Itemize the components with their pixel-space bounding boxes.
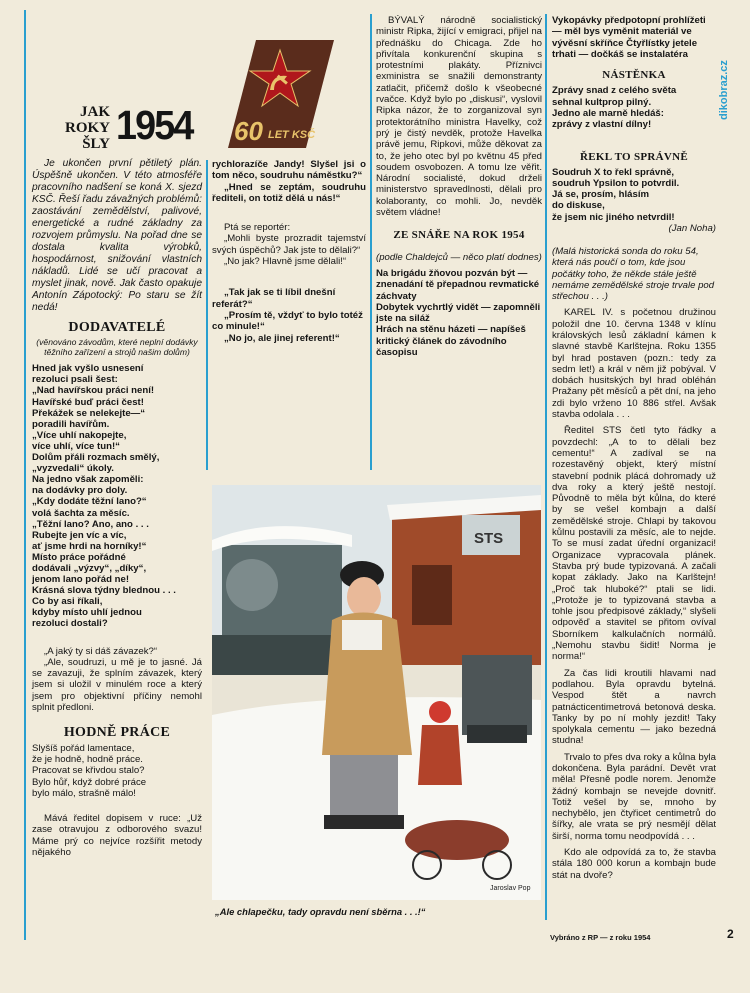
column-rule: [24, 10, 26, 940]
reditel-joke-cont: rychlorazíče Jandy! Slyšel jsi o tom něco, soudruhu náměstku?“: [212, 159, 366, 182]
child: [429, 701, 451, 723]
page-number: 2: [727, 927, 734, 941]
intro-paragraph: Je ukončen první pětiletý plán. Úspěšně ukončen. V této atmosféře pracovního nadšení se koná X. sjezd KSČ. Řeší řadu závažných problémů: zaostávání zemědělství, palivové, energetické a rudné základny za rozvojem průmyslu. Na pořad dne se dostala kvalita výrobků, hospodárnost, snižování vlastních nákladů. Lidé se učí pracovat a myslet jinak, nově. Jak často opakuje Antonín Zápotocký: Po staru se žít nedá!: [32, 158, 202, 313]
nastenka-poem: Zprávy snad z celého světa sehnal kultprop pilný. Jedno ale marně hledáš: zprávy z vlastní dílny!: [552, 85, 677, 130]
column-rule: [206, 160, 208, 470]
column-3: [376, 15, 542, 358]
watermark: dikobraz.cz: [718, 60, 730, 120]
sonda-intro: (Malá historická sonda do roku 54, která nás poučí o tom, kde jsou počátky toho, že někde stále ještě nemáme zemědělské stroje trvale pod střechou . . .): [552, 245, 715, 303]
masthead-title: JAK ROKY ŠLY: [65, 104, 110, 152]
rekl-title: ŘEKL TO SPRÁVNĚ: [579, 150, 688, 163]
masthead-year: 1954: [116, 102, 193, 148]
cart: [405, 820, 509, 860]
hodne-prace-title: HODNĚ PRÁCE: [63, 725, 171, 741]
footer-source: Vybráno z RP — z roku 1954: [550, 933, 651, 942]
cartoon-signature: Jaroslav Pop: [490, 885, 531, 892]
column-rule: [370, 14, 372, 470]
column-rule: [545, 14, 547, 920]
karel-paragraph-2: Ředitel STS četl tyto řádky a povzdechl: „A to to dělali bez cementu!“ A zadíval se na rozestavěný objekt, který místní stavební podnik plácá dohromady už dva roky a který ještě nestojí. Původně to měla být kůlna, do které by se vešel kombajn a další zemědělské stroje. Chlapi by takovou kůlnu postavili za měsíc, ale to nejde. To se musí zadat úřední organizaci! Organizace vypracovala plánek. Stavba prý bude typizovaná. A začali kopat základy. Jako na Karlštejn! „Proč tak hluboké?“ ptali se lidi. „Protože je to typizovaná stavba a tohle jsou předpisové základy,“ slyšeli odpověď a stavitel se přitom ovíval Sborníkem kalkulačních normálů. „Nemohu stavbu šidit! Norma je norma!“: [552, 425, 716, 663]
column-1: [32, 158, 202, 863]
logo-text: LET KSČ: [268, 129, 316, 141]
zavazek-joke: „A jaký ty si dáš závazek?“ „Ale, soudruzi, u mě je to jasné. Já se zavazuji, že splním závazek, který jsem si uložil v minulém roce a který jsem pro objektivní příčiny nemohl splnit předloni.: [32, 645, 202, 714]
sts-sign: STS: [474, 530, 504, 547]
rekl-poem: Soudruh X to řekl správně, soudruh Ypsilon to potvrdil. Já se, prosím, hlásím do diskuse, že jsem nic jiného netvrdil!: [552, 167, 680, 223]
hodne-prace-poem: Slyšíš pořád lamentace, že je hodně, hodně práce. Pracovat se křivdou stalo? Bylo hůř, když dobré práce bylo málo, strašně málo!: [32, 742, 147, 799]
dodavatele-poem: Hned jak vyšlo usnesení rezoluci psali šest: „Nad havířskou práci není! Havířské buď práci čest! Překážek se nelekejte—“ poradili havířům. „Více uhlí nakopejte, více uhlí, více tun!“ Dolům přáli rozmach smělý, „vyzvedali“ úkoly. Na jedno však zapoměli: na dodávky pro doly. „Kdy dodáte těžní lano?“ volá šachta za měsíc. „Těžní lano? Ano, ano . . . Rubejte jen víc a víc, ať jsme hrdi na horníky!“ Místo práce pořádné dodávali „výzvy“, „díky“, jenom lano pořád ne! Krásná slova týdny blednou . . . Co by asi říkali, kdyby místo uhlí jednou rezoluci dostali?: [32, 363, 176, 630]
rekl-author: (Jan Noha): [668, 222, 716, 234]
reditel-joke-start: Mává ředitel dopisem v ruce: „Už zase otravujou z odborového svazu! Máme prý co nejvíce rozšířit metody nějakého: [32, 813, 202, 858]
ripka-article: BÝVALÝ národně socialistický ministr Ripka, žijící v emigraci, přijel na přednášku do Chicaga. Zde ho přivítala konkurenční skupina s protestními plakáty. Příznivci exministra se snažili demonstranty zatlačit, přičemž došlo k všeobecné rvačce. Když bylo po „diskusi“, vyslovil Ripka názor, že to zorganizoval syn protektorátního ministra Havelky, což prý je čistý nevděk, protože Havelka právě jemu, Ripkovi, může děkovat za to, že jeho otec byl po květnu 45 před soudem osvobozen. A tomu lze věřit. Národní socialisté, dokud drželi ministerstvo spravedlnosti, dělali pro kolaboranty, co mohli. Jo, nevděk světem vládne!: [376, 15, 542, 219]
karel-paragraph-5: Kdo ale odpovídá za to, že stavba stála 180 000 korun a kombajn bude stát na dvoře?: [552, 847, 716, 881]
column-2: rychlorazíče Jandy! Slyšel jsi o tom něco, soudruhu náměstku?“ „Hned se zeptám, soudruhu řediteli, on totiž dělá u nás!“ Ptá se reportér: „Mohli byste prozradit tajemství svých úspěchů? Jak jste to dělali?“ „No jak? Hlavně jsme dělali!“ „Tak jak se ti líbil dnešní referát?“ „Prosím tě, vždyť to bylo totéž co minule!“ „No jo, ale jinej referent!“: [212, 159, 366, 344]
dodavatele-dedication: (věnováno závodům, které neplní dodávky těžního zařízení a strojů našim dolům): [36, 337, 198, 358]
snar-subtitle: (podle Chaldejců — něco platí dodnes): [376, 251, 542, 263]
column-4: [552, 15, 716, 886]
karel-paragraph-3: Za čas lidi kroutili hlavami nad podlahou. Byla opravdu bytelná. Vespod štět a navrch patnácticentimetrová betonová deska. Tanky by po ní mohly jezdit! Taky spolykala cementu — jako bezedná studna!: [552, 667, 716, 747]
karel-paragraph-1: KAREL IV. s početnou družinou položil dne 10. června 1348 v klínu královských lesů základní kámen k slavné stavbě Karlštejna. Roku 1355 byl hrad postaven (pozn.: tedy za sedm let!) a král v něm již pobýval. V dobách husitských byl hrad obléhán Pražany pět měsíců a pět dní, na jeho zdi bylo vrženo 10 886 střel. Avšak stavba odolala . . .: [552, 307, 716, 421]
referat-joke: „Tak jak se ti líbil dnešní referát?“ „Prosím tě, vždyť to bylo totéž co minule!“ „No jo, ale jinej referent!“: [212, 287, 363, 344]
snar-title: ZE SNÁŘE NA ROK 1954: [393, 229, 525, 242]
dodavatele-title: DODAVATELÉ: [68, 320, 166, 335]
karel-paragraph-4: Trvalo to přes dva roky a kůlna byla dokončena. Byla parádní. Devět vrat měla! Přesně podle norem. Jenomže žádný kombajn se nevejde dovnitř. Totiž vešel by se, mnoho by nechybělo, jen čtyřicet centimetrů do šířky, ale vrata se prý nesmějí dělat širší, norma tomu neodpovídá . . .: [552, 751, 716, 842]
anniversary-logo: [218, 36, 336, 148]
nastenka-title: NÁSTĚNKA: [602, 69, 666, 82]
snar-items: Na brigádu žňovou pozván být — znenadání tě přepadnou revmatické záchvaty Dobytek vychrtlý vidět — zapomněli jste na siláž Hrách na stěnu házeti — napíšeš kritický článek do závodního časopisu: [376, 267, 541, 359]
cartoon-caption: „Ale chlapečku, tady opravdu není sběrna . . .!“: [215, 906, 426, 917]
vykopavky-text: Vykopávky předpotopní prohlížeti — měl bys vyměnit materiál ve vývěsní skříňce Čtyřlístky jetele trhati — dočkáš se instalatéra: [552, 15, 706, 60]
logo-number: 60: [234, 116, 263, 146]
cartoon-illustration: [212, 485, 541, 900]
reporter-joke: Ptá se reportér: „Mohli byste prozradit tajemství svých úspěchů? Jak jste to dělali?“ „No jak? Hlavně jsme dělali!“: [212, 222, 366, 268]
